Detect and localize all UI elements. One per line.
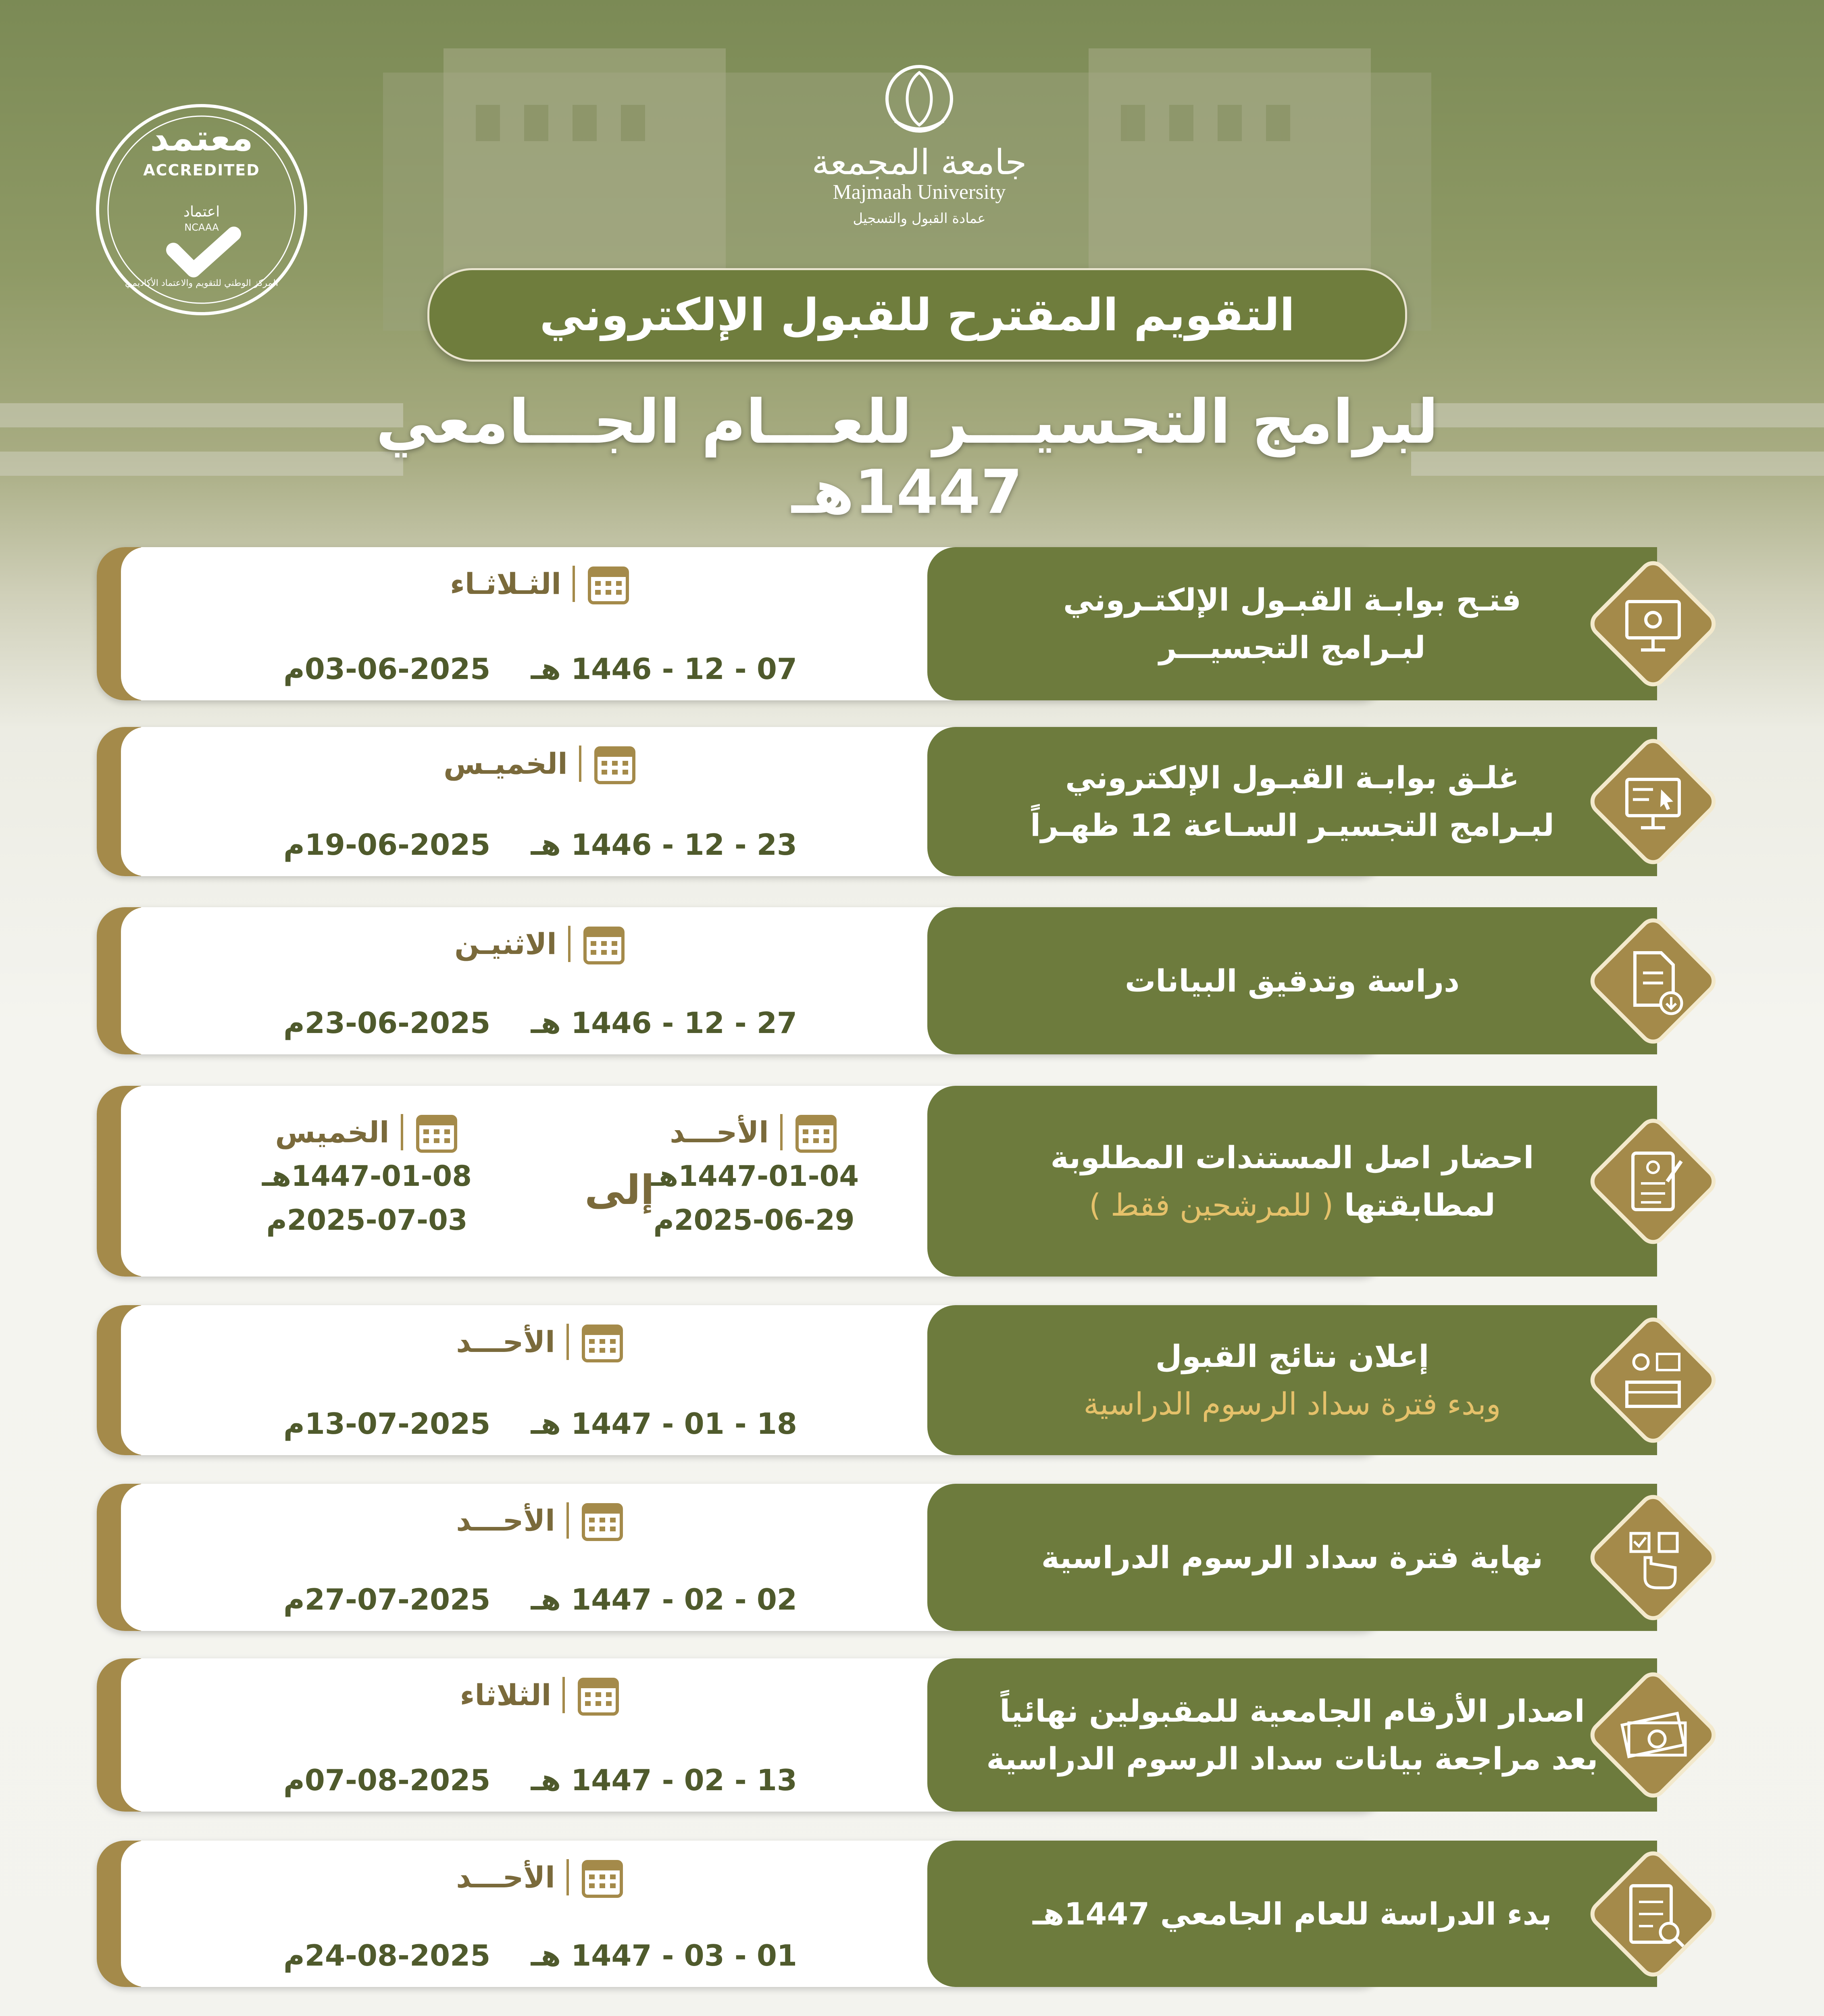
banknote-icon	[1580, 1662, 1726, 1808]
range-end-day: الخميس	[275, 1115, 389, 1149]
seal-word-en: ACCREDITED	[143, 161, 260, 179]
page-subtitle: لبرامج التجسيـــر للعـــام الجـــامعي 1447هـ	[376, 387, 1439, 527]
event-gregorian-date: 2025-08-24م	[283, 1939, 491, 1972]
calendar-icon	[580, 1498, 625, 1543]
monitor-gear-icon	[1580, 551, 1726, 696]
calendar-icon	[414, 1110, 459, 1154]
calendar-icon	[582, 922, 626, 966]
event-row	[97, 907, 1726, 1054]
event-row	[97, 1841, 1726, 1987]
event-hijri-date: 18 - 01 - 1447 هـ	[531, 1407, 797, 1441]
event-title-line2: لبـرامج التجسيـر السـاعة 12 ظهـراً	[1030, 807, 1554, 843]
event-gregorian-date: 2025-08-07م	[283, 1763, 491, 1797]
event-date-range	[161, 1086, 919, 1277]
event-title-line2: لمطابقتها	[1344, 1187, 1495, 1223]
seal-agency-ar: اعتماد	[183, 204, 220, 220]
range-start-gregorian: 2025-06-29م	[653, 1203, 855, 1237]
event-day: الخميـس	[444, 747, 568, 781]
presenter-board-icon	[1580, 1308, 1726, 1453]
event-title-line1: احضار اصل المستندات المطلوبة	[1050, 1139, 1534, 1175]
university-logo	[790, 60, 1048, 230]
university-emblem-icon	[879, 60, 960, 137]
event-dates	[161, 1305, 919, 1455]
event-dates	[161, 1484, 919, 1631]
event-row	[97, 1658, 1726, 1812]
title-pill	[427, 268, 1407, 362]
event-row	[97, 1484, 1726, 1631]
event-gregorian-date: 2025-07-13م	[283, 1407, 491, 1441]
event-dates	[161, 547, 919, 700]
event-day: الثلاثاء	[460, 1678, 552, 1712]
event-row	[97, 1086, 1726, 1277]
event-title-line1: غلـق بوابـة القبـول الإلكتروني	[1065, 760, 1519, 796]
event-gregorian-date: 2025-06-03م	[283, 652, 491, 686]
event-dates	[161, 727, 919, 876]
event-title-line1: نهاية فترة سداد الرسوم الدراسية	[1041, 1539, 1543, 1575]
event-day: الأحـــد	[456, 1325, 555, 1359]
event-hijri-date: 13 - 02 - 1447 هـ	[531, 1763, 797, 1797]
event-title-line1: بدء الدراسة للعام الجامعي 1447هـ	[1033, 1895, 1552, 1932]
event-note: ( للمرشحين فقط )	[1089, 1187, 1334, 1223]
range-start-hijri: 1447-01-04هـ	[649, 1160, 859, 1193]
calendar-icon	[576, 1673, 620, 1717]
range-start	[613, 1110, 895, 1242]
range-end-hijri: 1447-01-08هـ	[262, 1160, 472, 1193]
calendar-icon	[586, 562, 631, 606]
event-title-line2: بعد مراجعة بيانات سداد الرسوم الدراسية	[986, 1741, 1598, 1776]
event-gregorian-date: 2025-07-27م	[283, 1583, 491, 1616]
event-title-line2: لبـرامج التجسيـــر	[1159, 629, 1426, 665]
calendar-icon	[593, 741, 637, 786]
event-title-line1: دراسة وتدقيق البيانات	[1124, 962, 1460, 999]
accreditation-seal	[93, 101, 310, 319]
seal-agency-en: NCAAA	[184, 222, 219, 233]
university-name-en: Majmaah University	[833, 181, 1006, 204]
event-day: الثـلاثـاء	[450, 567, 561, 601]
calendar-icon	[794, 1110, 838, 1154]
page-title: التقويم المقترح للقبول الإلكتروني	[539, 289, 1295, 341]
seal-word-ar: معتمد	[150, 117, 253, 159]
clipboard-user-icon	[1580, 1109, 1726, 1254]
event-dates	[161, 1841, 919, 1987]
event-gregorian-date: 2025-06-19م	[283, 828, 491, 862]
event-row	[97, 547, 1726, 700]
event-day: الأحـــد	[456, 1504, 555, 1537]
event-day: الاثنيـن	[454, 927, 557, 961]
event-dates	[161, 1658, 919, 1812]
range-start-day: الأحـــد	[670, 1115, 769, 1149]
range-end-gregorian: 2025-07-03م	[266, 1203, 468, 1237]
event-gregorian-date: 2025-06-23م	[283, 1006, 491, 1040]
event-title-line1: فتـح بوابـة القبـول الإلكتـروني	[1063, 582, 1521, 618]
checklist-search-icon	[1580, 1841, 1726, 1987]
event-hijri-date: 07 - 12 - 1446 هـ	[531, 652, 797, 686]
university-name-ar: جامعة المجمعة	[812, 142, 1027, 183]
deanship-name: عمادة القبول والتسجيل	[853, 210, 986, 227]
event-title-line1: اصدار الأرقام الجامعية للمقبولين نهائياً	[999, 1693, 1585, 1729]
event-hijri-date: 01 - 03 - 1447 هـ	[531, 1939, 797, 1972]
event-hijri-date: 23 - 12 - 1446 هـ	[531, 828, 797, 862]
event-dates	[161, 907, 919, 1054]
range-to-word: إلى	[585, 1166, 654, 1214]
event-row	[97, 727, 1726, 876]
event-hijri-date: 27 - 12 - 1446 هـ	[531, 1006, 797, 1040]
document-download-icon	[1580, 908, 1726, 1054]
event-hijri-date: 02 - 02 - 1447 هـ	[531, 1583, 797, 1616]
range-end	[226, 1110, 508, 1242]
calendar-icon	[580, 1320, 625, 1364]
event-day: الأحـــد	[456, 1860, 555, 1894]
monitor-cursor-icon	[1580, 729, 1726, 874]
seal-ring-text: المركز الوطني للتقويم والاعتماد الأكاديمي	[125, 278, 278, 288]
event-title-line2: وبدء فترة سداد الرسوم الدراسية	[1083, 1386, 1501, 1422]
calendar-icon	[580, 1855, 625, 1899]
event-title-line1: إعلان نتائج القبول	[1155, 1338, 1429, 1375]
hand-checkbox-icon	[1580, 1485, 1726, 1630]
event-row	[97, 1305, 1726, 1455]
